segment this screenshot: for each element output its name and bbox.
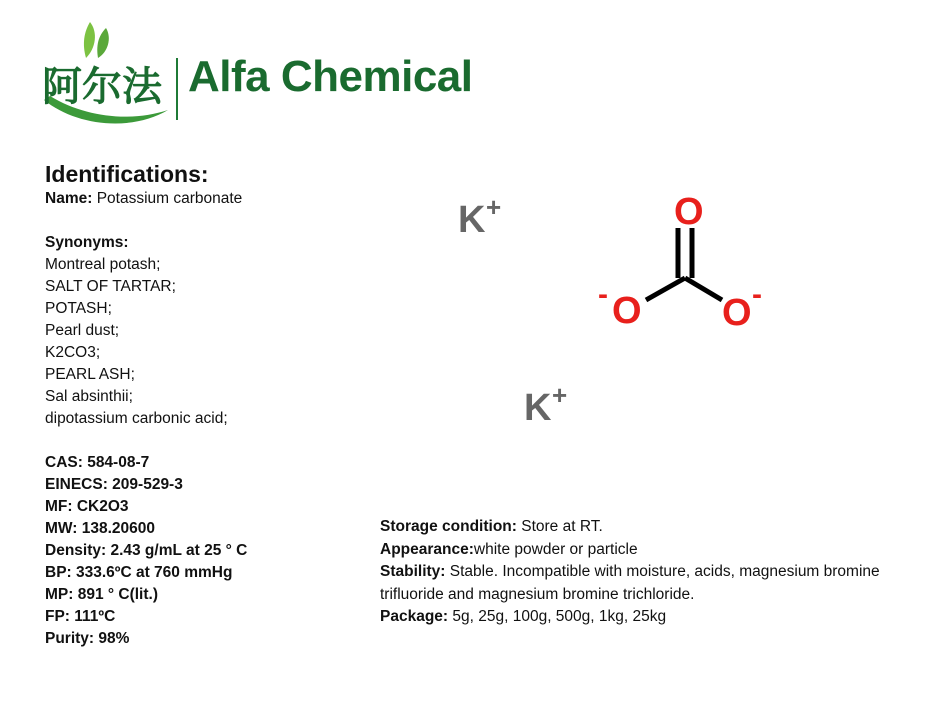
company-logo	[36, 14, 473, 134]
synonym-item: Montreal potash;	[45, 256, 161, 273]
stability-label: Stability:	[380, 563, 446, 580]
identifications-heading: Identifications:	[45, 161, 209, 187]
appearance-value: white powder or particle	[473, 540, 638, 558]
storage-value: Store at RT.	[516, 518, 603, 535]
potassium-ion-top: K	[458, 199, 486, 241]
logo-divider	[176, 58, 178, 120]
synonym-item: Pearl dust;	[45, 322, 120, 339]
property-mp: MP: 891 ° C(lit.)	[45, 586, 158, 603]
oxygen-top: O	[674, 191, 704, 233]
name-label: Name:	[45, 190, 93, 207]
property-list	[45, 452, 365, 650]
package-label: Package:	[380, 608, 449, 625]
details-section	[380, 516, 920, 629]
chemical-structure	[440, 180, 800, 440]
identifications-section	[45, 160, 365, 650]
appearance-label: Appearance:	[380, 540, 474, 558]
property-density: Density: 2.43 g/mL at 25 ° C	[45, 542, 248, 559]
synonym-item: dipotassium carbonic acid;	[45, 410, 228, 427]
synonym-item: POTASH;	[45, 300, 112, 317]
appearance-row	[380, 539, 920, 562]
logo-chinese-text: 阿尔法	[42, 64, 162, 110]
single-bond-left	[646, 278, 685, 300]
name-value: Potassium carbonate	[92, 190, 243, 207]
property-bp: BP: 333.6ºC at 760 mmHg	[45, 564, 233, 581]
storage-label: Storage condition:	[380, 518, 517, 535]
package-row	[380, 606, 920, 629]
stability-row	[380, 561, 920, 606]
stability-value: Stable. Incompatible with moisture, acids, magnesium bromine trifluoride and magnesium bromine trichloride.	[380, 563, 880, 603]
property-fp: FP: 111ºC	[45, 608, 116, 625]
potassium-charge-top: +	[486, 192, 502, 222]
oxygen-left: O	[612, 290, 642, 332]
package-value: 5g, 25g, 100g, 500g, 1kg, 25kg	[448, 608, 667, 625]
oxygen-right-charge: -	[752, 278, 762, 311]
name-row	[45, 188, 365, 210]
synonym-item: SALT OF TARTAR;	[45, 278, 176, 295]
property-mw: MW: 138.20600	[45, 520, 155, 537]
potassium-ion-bottom: K	[524, 387, 552, 429]
storage-row	[380, 516, 920, 539]
synonym-item: Sal absinthii;	[45, 388, 133, 405]
property-cas: CAS: 584-08-7	[45, 454, 150, 471]
synonym-item: PEARL ASH;	[45, 366, 135, 383]
single-bond-right	[685, 278, 722, 300]
property-mf: MF: CK2O3	[45, 498, 129, 515]
potassium-charge-bottom: +	[552, 380, 568, 410]
oxygen-left-charge: -	[598, 278, 608, 311]
logo-company-name: Alfa Chemical	[188, 52, 473, 101]
property-einecs: EINECS: 209-529-3	[45, 476, 183, 493]
property-purity: Purity: 98%	[45, 630, 130, 647]
synonyms-label: Synonyms:	[45, 234, 129, 251]
synonym-item: K2CO3;	[45, 344, 101, 361]
oxygen-right: O	[722, 292, 752, 334]
leaf-logo-icon	[36, 14, 176, 134]
